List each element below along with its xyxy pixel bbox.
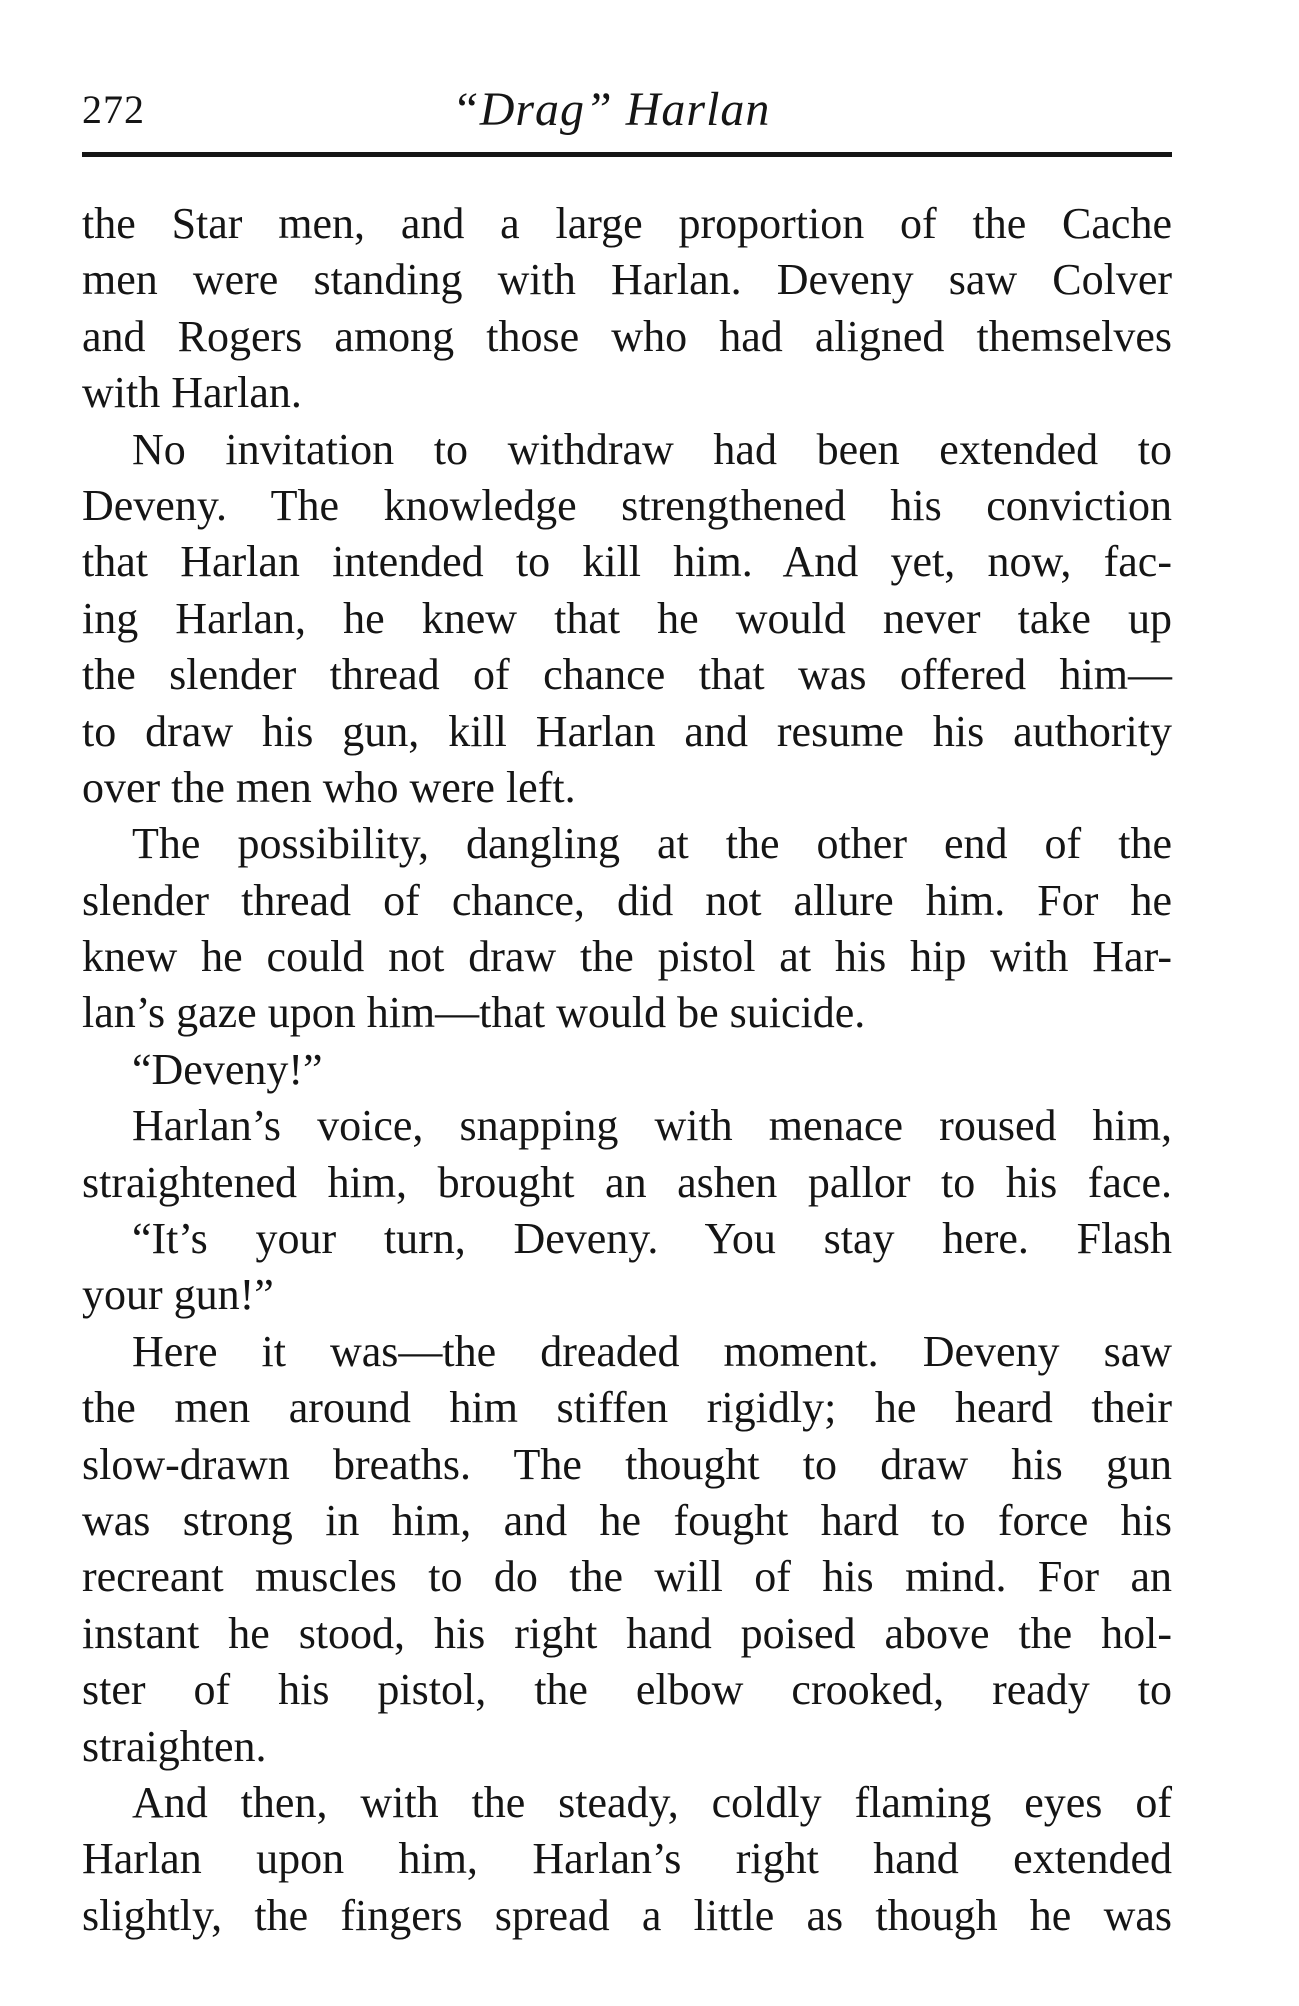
text-line: the men around him stiffen rigidly; he heard their — [82, 1383, 1172, 1433]
text-line: ing Harlan, he knew that he would never take up — [82, 593, 1172, 643]
text-line: recreant muscles to do the will of his mind. For an — [82, 1552, 1172, 1602]
text-line: instant he stood, his right hand poised above the hol- — [82, 1608, 1172, 1658]
text-line: Deveny. The knowledge strengthened his conviction — [82, 480, 1172, 530]
text-line: was strong in him, and he fought hard to force his — [82, 1495, 1172, 1545]
text-line: knew he could not draw the pistol at his hip with Har- — [82, 932, 1172, 982]
text-line: slightly, the fingers spread a little as though he was — [82, 1890, 1172, 1940]
page-header — [82, 83, 1172, 136]
text-line: ster of his pistol, the elbow crooked, ready to — [82, 1665, 1172, 1715]
text-line: straighten. — [82, 1721, 267, 1771]
text-line: “Deveny!” — [132, 1044, 323, 1094]
text-line: And then, with the steady, coldly flaming eyes of — [132, 1777, 1172, 1827]
text-line: The possibility, dangling at the other end of the — [132, 819, 1172, 869]
text-line: Harlan upon him, Harlan’s right hand extended — [82, 1834, 1172, 1884]
text-line: slender thread of chance, did not allure him. For he — [82, 875, 1172, 925]
page-number: 272 — [82, 87, 145, 132]
text-line: your gun!” — [82, 1270, 274, 1320]
text-line: slow-drawn breaths. The thought to draw his gun — [82, 1439, 1172, 1489]
text-line: No invitation to withdraw had been extended to — [132, 424, 1172, 474]
text-line: “It’s your turn, Deveny. You stay here. Flash — [132, 1214, 1172, 1264]
text-line: that Harlan intended to kill him. And yet, now, fac- — [82, 537, 1172, 587]
text-line: men were standing with Harlan. Deveny saw Colver — [82, 255, 1172, 305]
text-line: Harlan’s voice, snapping with menace roused him, — [132, 1101, 1172, 1151]
text-line: with Harlan. — [82, 368, 302, 418]
text-line: and Rogers among those who had aligned themselves — [82, 311, 1172, 361]
text-line: Here it was—the dreaded moment. Deveny saw — [132, 1326, 1172, 1376]
text-line: the Star men, and a large proportion of the Cache — [82, 199, 1172, 248]
text-line: over the men who were left. — [82, 762, 576, 812]
body-text — [82, 196, 1172, 1944]
running-title: “Drag” Harlan — [452, 83, 771, 136]
text-line: straightened him, brought an ashen pallor to his face. — [82, 1157, 1172, 1207]
text-line: to draw his gun, kill Harlan and resume his authority — [82, 706, 1172, 756]
header-rule — [82, 152, 1172, 157]
text-line: lan’s gaze upon him—that would be suicide. — [82, 988, 866, 1038]
text-line: the slender thread of chance that was offered him— — [82, 650, 1172, 700]
